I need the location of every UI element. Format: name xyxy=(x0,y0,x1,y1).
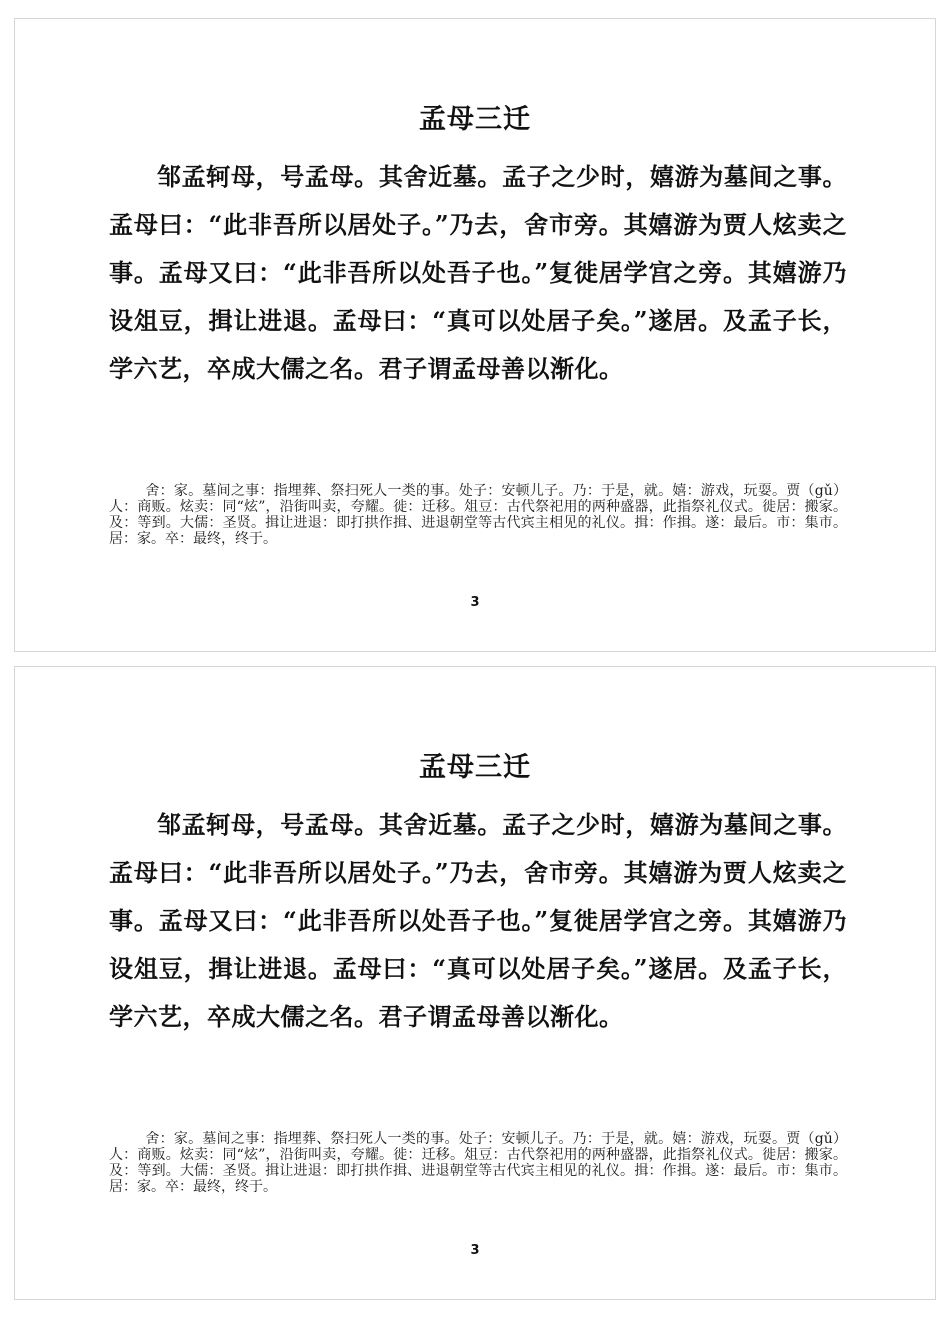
annotation-notes: 舍：家。墓间之事：指埋葬、祭扫死人一类的事。处子：安顿儿子。乃：于是，就。嬉：游戏，玩耍。贾（gǔ）人：商贩。炫卖：同“炫”，沿街叫卖，夸耀。徙：迁移。俎豆：古代祭祀用的两种盛器，此指祭礼仪式。徙居：搬家。及：等到。大儒：圣贤。揖让进退：即打拱作揖、进退朝堂等古代宾主相见的礼仪。揖：作揖。遂：最后。市：集市。居：家。卒：最终，终于。 xyxy=(109,483,847,547)
page-number: 3 xyxy=(470,1243,480,1258)
main-text-paragraph: 邹孟轲母，号孟母。其舍近墓。孟子之少时，嬉游为墓间之事。孟母曰：“此非吾所以居处子。”乃去，舍市旁。其嬉游为贾人炫卖之事。孟母又曰：“此非吾所以处吾子也。”复徙居学宫之旁。其嬉游乃设俎豆，揖让进退。孟母曰：“真可以处居子矣。”遂居。及孟子长，学六艺，卒成大儒之名。君子谓孟母善以渐化。 xyxy=(109,810,847,1031)
page-number: 3 xyxy=(470,595,480,610)
page-title: 孟母三迁 xyxy=(419,104,531,135)
page-title: 孟母三迁 xyxy=(419,752,531,783)
document-page-1 xyxy=(14,18,936,652)
main-text-paragraph: 邹孟轲母，号孟母。其舍近墓。孟子之少时，嬉游为墓间之事。孟母曰：“此非吾所以居处子。”乃去，舍市旁。其嬉游为贾人炫卖之事。孟母又曰：“此非吾所以处吾子也。”复徙居学宫之旁。其嬉游乃设俎豆，揖让进退。孟母曰：“真可以处居子矣。”遂居。及孟子长，学六艺，卒成大儒之名。君子谓孟母善以渐化。 xyxy=(109,162,847,383)
document-page-2 xyxy=(14,666,936,1300)
annotation-notes: 舍：家。墓间之事：指埋葬、祭扫死人一类的事。处子：安顿儿子。乃：于是，就。嬉：游戏，玩耍。贾（gǔ）人：商贩。炫卖：同“炫”，沿街叫卖，夸耀。徙：迁移。俎豆：古代祭祀用的两种盛器，此指祭礼仪式。徙居：搬家。及：等到。大儒：圣贤。揖让进退：即打拱作揖、进退朝堂等古代宾主相见的礼仪。揖：作揖。遂：最后。市：集市。居：家。卒：最终，终于。 xyxy=(109,1131,847,1195)
